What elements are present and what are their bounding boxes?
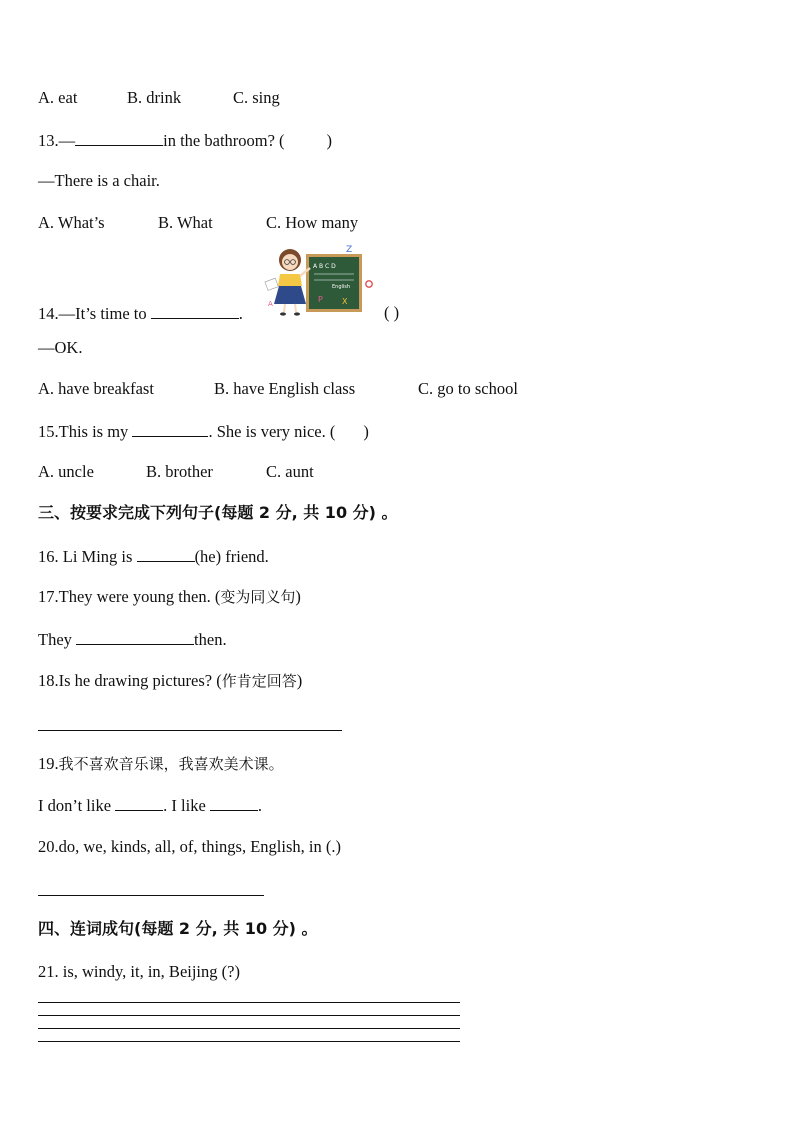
q17-blank[interactable] bbox=[76, 629, 194, 645]
q13-option-b: B. What bbox=[158, 213, 213, 232]
q21-answer-line-4[interactable] bbox=[38, 1041, 460, 1042]
q20-answer-line[interactable] bbox=[38, 895, 264, 896]
q16-blank[interactable] bbox=[137, 546, 195, 562]
girl-shirt bbox=[278, 274, 302, 286]
q21-question: 21. is, windy, it, in, Beijing (?) bbox=[38, 962, 240, 981]
letter-o-icon bbox=[366, 281, 372, 287]
q19-question: 19.我不喜欢音乐课，我喜欢美术课。 bbox=[38, 754, 284, 773]
q14-answer: —OK. bbox=[38, 338, 83, 357]
q12-option-a: A. eat bbox=[38, 88, 78, 107]
q19-blank-2[interactable] bbox=[210, 795, 258, 811]
q14-option-a: A. have breakfast bbox=[38, 379, 154, 398]
board-word: English bbox=[332, 284, 351, 290]
q15-blank[interactable] bbox=[132, 421, 208, 437]
q15-option-c: C. aunt bbox=[266, 462, 314, 481]
q14-blank[interactable] bbox=[151, 303, 239, 319]
q13-answer: —There is a chair. bbox=[38, 171, 160, 190]
q13-option-c: C. How many bbox=[266, 213, 359, 232]
q21-answer-line-3[interactable] bbox=[38, 1028, 460, 1029]
section-3-title: 三、按要求完成下列句子(每题 2 分, 共 10 分) 。 bbox=[38, 503, 398, 522]
q13-question: 13.— in the bathroom? ( ) bbox=[38, 131, 333, 150]
q15-option-b: B. brother bbox=[146, 462, 213, 481]
q18-answer-line[interactable] bbox=[38, 730, 342, 731]
q19-answer-line: I don’t like . I like . bbox=[38, 796, 263, 815]
q21-answer-line-1[interactable] bbox=[38, 1002, 460, 1003]
q15-question: 15.This is my . She is very nice. ( ) bbox=[38, 422, 369, 441]
q12-option-b: B. drink bbox=[127, 88, 182, 107]
q17-answer-line: They then. bbox=[38, 630, 227, 649]
q16-question: 16. Li Ming is (he) friend. bbox=[38, 547, 269, 566]
q14-paren: ( ) bbox=[384, 303, 400, 322]
q14-question: 14.—It’s time to . bbox=[38, 304, 243, 323]
board-letter-x-icon: X bbox=[342, 297, 348, 306]
q21-answer-line-2[interactable] bbox=[38, 1015, 460, 1016]
q19-blank-1[interactable] bbox=[115, 795, 163, 811]
q14-option-c: C. go to school bbox=[418, 379, 518, 398]
q14-option-b: B. have English class bbox=[214, 379, 356, 398]
board-letter-p-icon: P bbox=[318, 295, 323, 304]
letter-z-icon: Z bbox=[346, 245, 353, 255]
q13-blank[interactable] bbox=[75, 130, 163, 146]
q13-option-a: A. What’s bbox=[38, 213, 105, 232]
teacher-blackboard-illustration bbox=[262, 240, 380, 318]
section-4-title: 四、连词成句(每题 2 分, 共 10 分) 。 bbox=[38, 919, 318, 938]
girl-skirt bbox=[274, 286, 306, 304]
letter-a-icon: A bbox=[268, 300, 273, 308]
q12-option-c: C. sing bbox=[233, 88, 280, 107]
q18-question: 18.Is he drawing pictures? (作肯定回答) bbox=[38, 671, 303, 690]
q20-question: 20.do, we, kinds, all, of, things, English, in (.) bbox=[38, 837, 341, 856]
book-icon bbox=[265, 278, 278, 290]
board-letters: A B C D bbox=[313, 263, 336, 270]
q17-question: 17.They were young then. (变为同义句) bbox=[38, 587, 301, 606]
q15-option-a: A. uncle bbox=[38, 462, 94, 481]
